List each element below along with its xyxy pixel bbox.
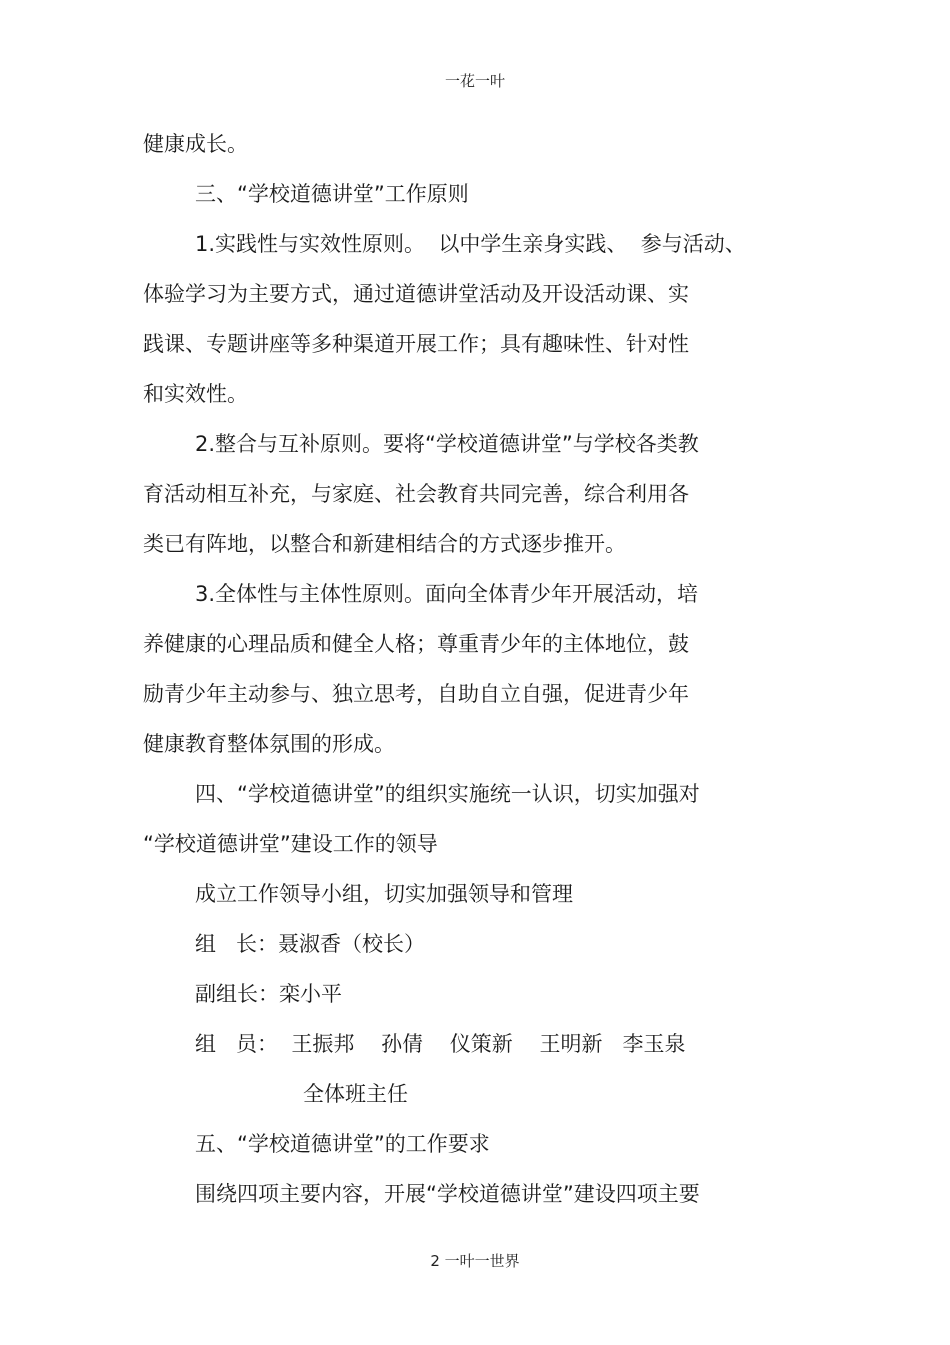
text-line: 类已有阵地，以整合和新建相结合的方式逐步推开。 (143, 532, 626, 556)
page-footer: 2 一叶一世界 (430, 1252, 520, 1270)
text-line: 1.实践性与实效性原则。 以中学生亲身实践、 参与活动、 (195, 232, 746, 256)
text-line: 2.整合与互补原则。要将“学校道德讲堂”与学校各类教 (195, 432, 699, 456)
text-line: 励青少年主动参与、独立思考，自助自立自强，促进青少年 (143, 682, 689, 706)
text-line: 养健康的心理品质和健全人格；尊重青少年的主体地位，鼓 (143, 632, 689, 656)
text-line: “学校道德讲堂”建设工作的领导 (143, 832, 438, 856)
members-line-cont: 全体班主任 (303, 1082, 408, 1106)
section-heading: 三、“学校道德讲堂”工作原则 (195, 182, 469, 206)
text-line: 育活动相互补充，与家庭、社会教育共同完善，综合利用各 (143, 482, 689, 506)
text-line: 践课、专题讲座等多种渠道开展工作；具有趣味性、针对性 (143, 332, 689, 356)
text-line: 成立工作领导小组，切实加强领导和管理 (195, 882, 573, 906)
section-heading: 五、“学校道德讲堂”的工作要求 (195, 1132, 490, 1156)
text-line: 体验学习为主要方式，通过道德讲堂活动及开设活动课、实 (143, 282, 689, 306)
text-line: 健康教育整体氛围的形成。 (143, 732, 395, 756)
text-line: 健康成长。 (143, 132, 248, 156)
members-line: 组 员： 王振邦 孙倩 仪策新 王明新 李玉泉 (195, 1032, 686, 1056)
leader-line: 组 长：聂淑香（校长） (195, 932, 426, 956)
page-header: 一花一叶 (444, 72, 505, 90)
text-line: 围绕四项主要内容，开展“学校道德讲堂”建设四项主要 (195, 1182, 700, 1206)
section-heading: 四、“学校道德讲堂”的组织实施统一认识，切实加强对 (195, 782, 700, 806)
text-line: 和实效性。 (143, 382, 248, 406)
text-line: 3.全体性与主体性原则。面向全体青少年开展活动，培 (195, 582, 699, 606)
deputy-leader-line: 副组长：栾小平 (195, 982, 342, 1006)
